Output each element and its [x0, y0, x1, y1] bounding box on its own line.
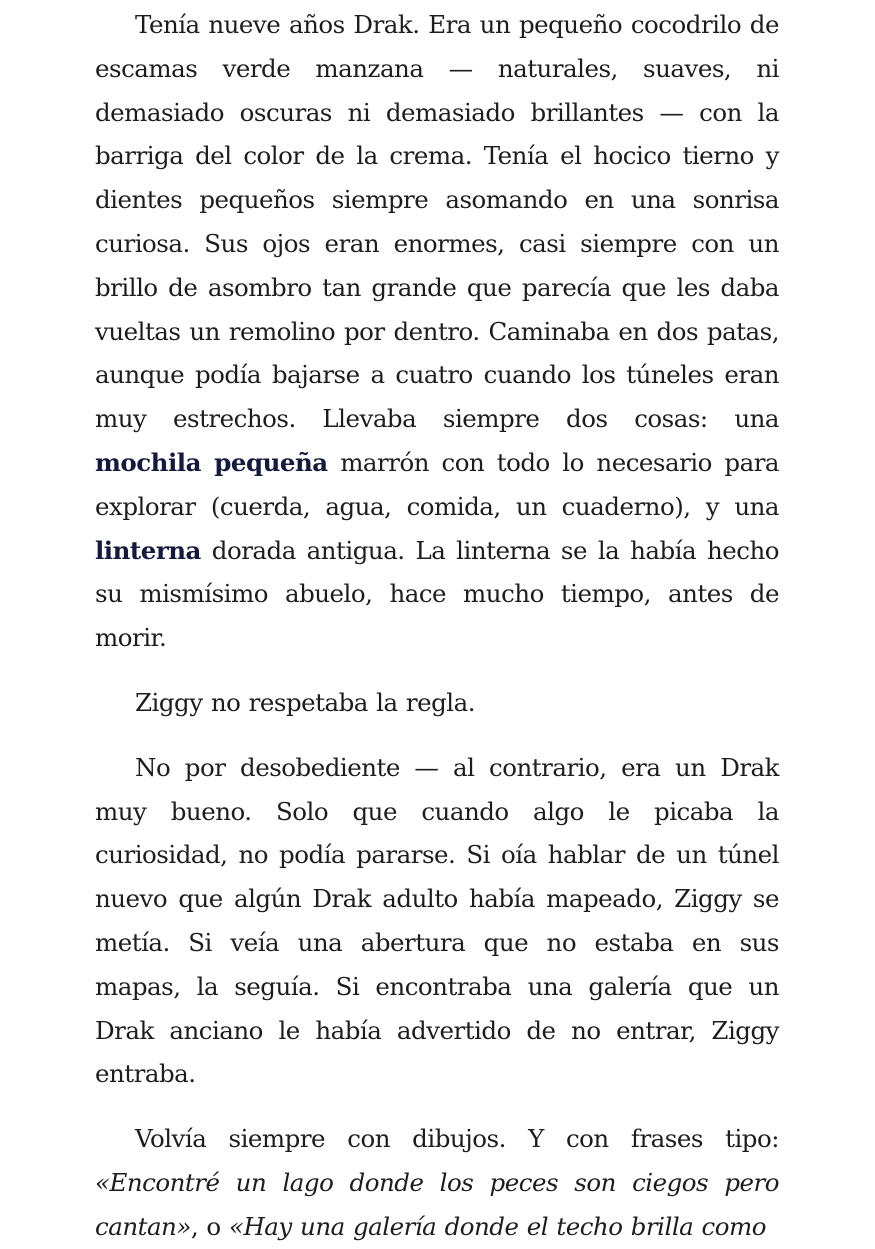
paragraph-drak-description	[95, 3, 779, 660]
paragraph-text: marrón con todo lo necesario para explorar (cuerda, agua, comida, un cuaderno), y una	[95, 447, 780, 521]
paragraph-ziggy-curiosity: No por desobediente — al contrario, era un Drak muy bueno. Solo que cuando algo le picaba la curiosidad, no podía pararse. Si oía hablar de un túnel nuevo que algún Drak adulto había mapeado, Ziggy se metía. Si veía una abertura que no estaba en sus mapas, la seguía. Si encontraba una galería que un Drak anciano le había advertido de no entrar, Ziggy entraba.	[95, 752, 779, 1089]
paragraph-ziggy-rule: Ziggy no respetaba la regla.	[135, 687, 476, 717]
bold-term-linterna: linterna	[95, 535, 201, 565]
paragraph-text: , o	[190, 1211, 229, 1241]
paragraph-ziggy-returns	[95, 1117, 779, 1248]
quote-galeria: «Hay una galería donde el techo brilla como	[228, 1211, 767, 1241]
paragraph-text: Volvía siempre con dibujos. Y con frases tipo:	[135, 1124, 779, 1154]
paragraph-text: Tenía nueve años Drak. Era un pequeño cocodrilo de escamas verde manzana — naturales, suaves, ni demasiado oscuras ni demasiado brillantes — con la barriga del color de la crema. Tenía el hocico tierno y dientes pequeños siempre asomando en una sonrisa curiosa. Sus ojos eran enormes, casi siempre con un brillo de asombro tan grande que parecía que les daba vueltas un remolino por dentro. Caminaba en dos patas, aunque podía bajarse a cuatro cuando los túneles eran muy estrechos. Llevaba siempre dos cosas: una	[95, 10, 779, 434]
document-page	[95, 3, 779, 1249]
quote-lago: «Encontré un lago donde los peces son ciegos pero cantan»	[95, 1167, 779, 1241]
bold-term-mochila: mochila pequeña	[95, 447, 328, 477]
paragraph-text: dorada antigua. La linterna se la había hecho su mismísimo abuelo, hace mucho tiempo, antes de morir.	[95, 535, 779, 653]
